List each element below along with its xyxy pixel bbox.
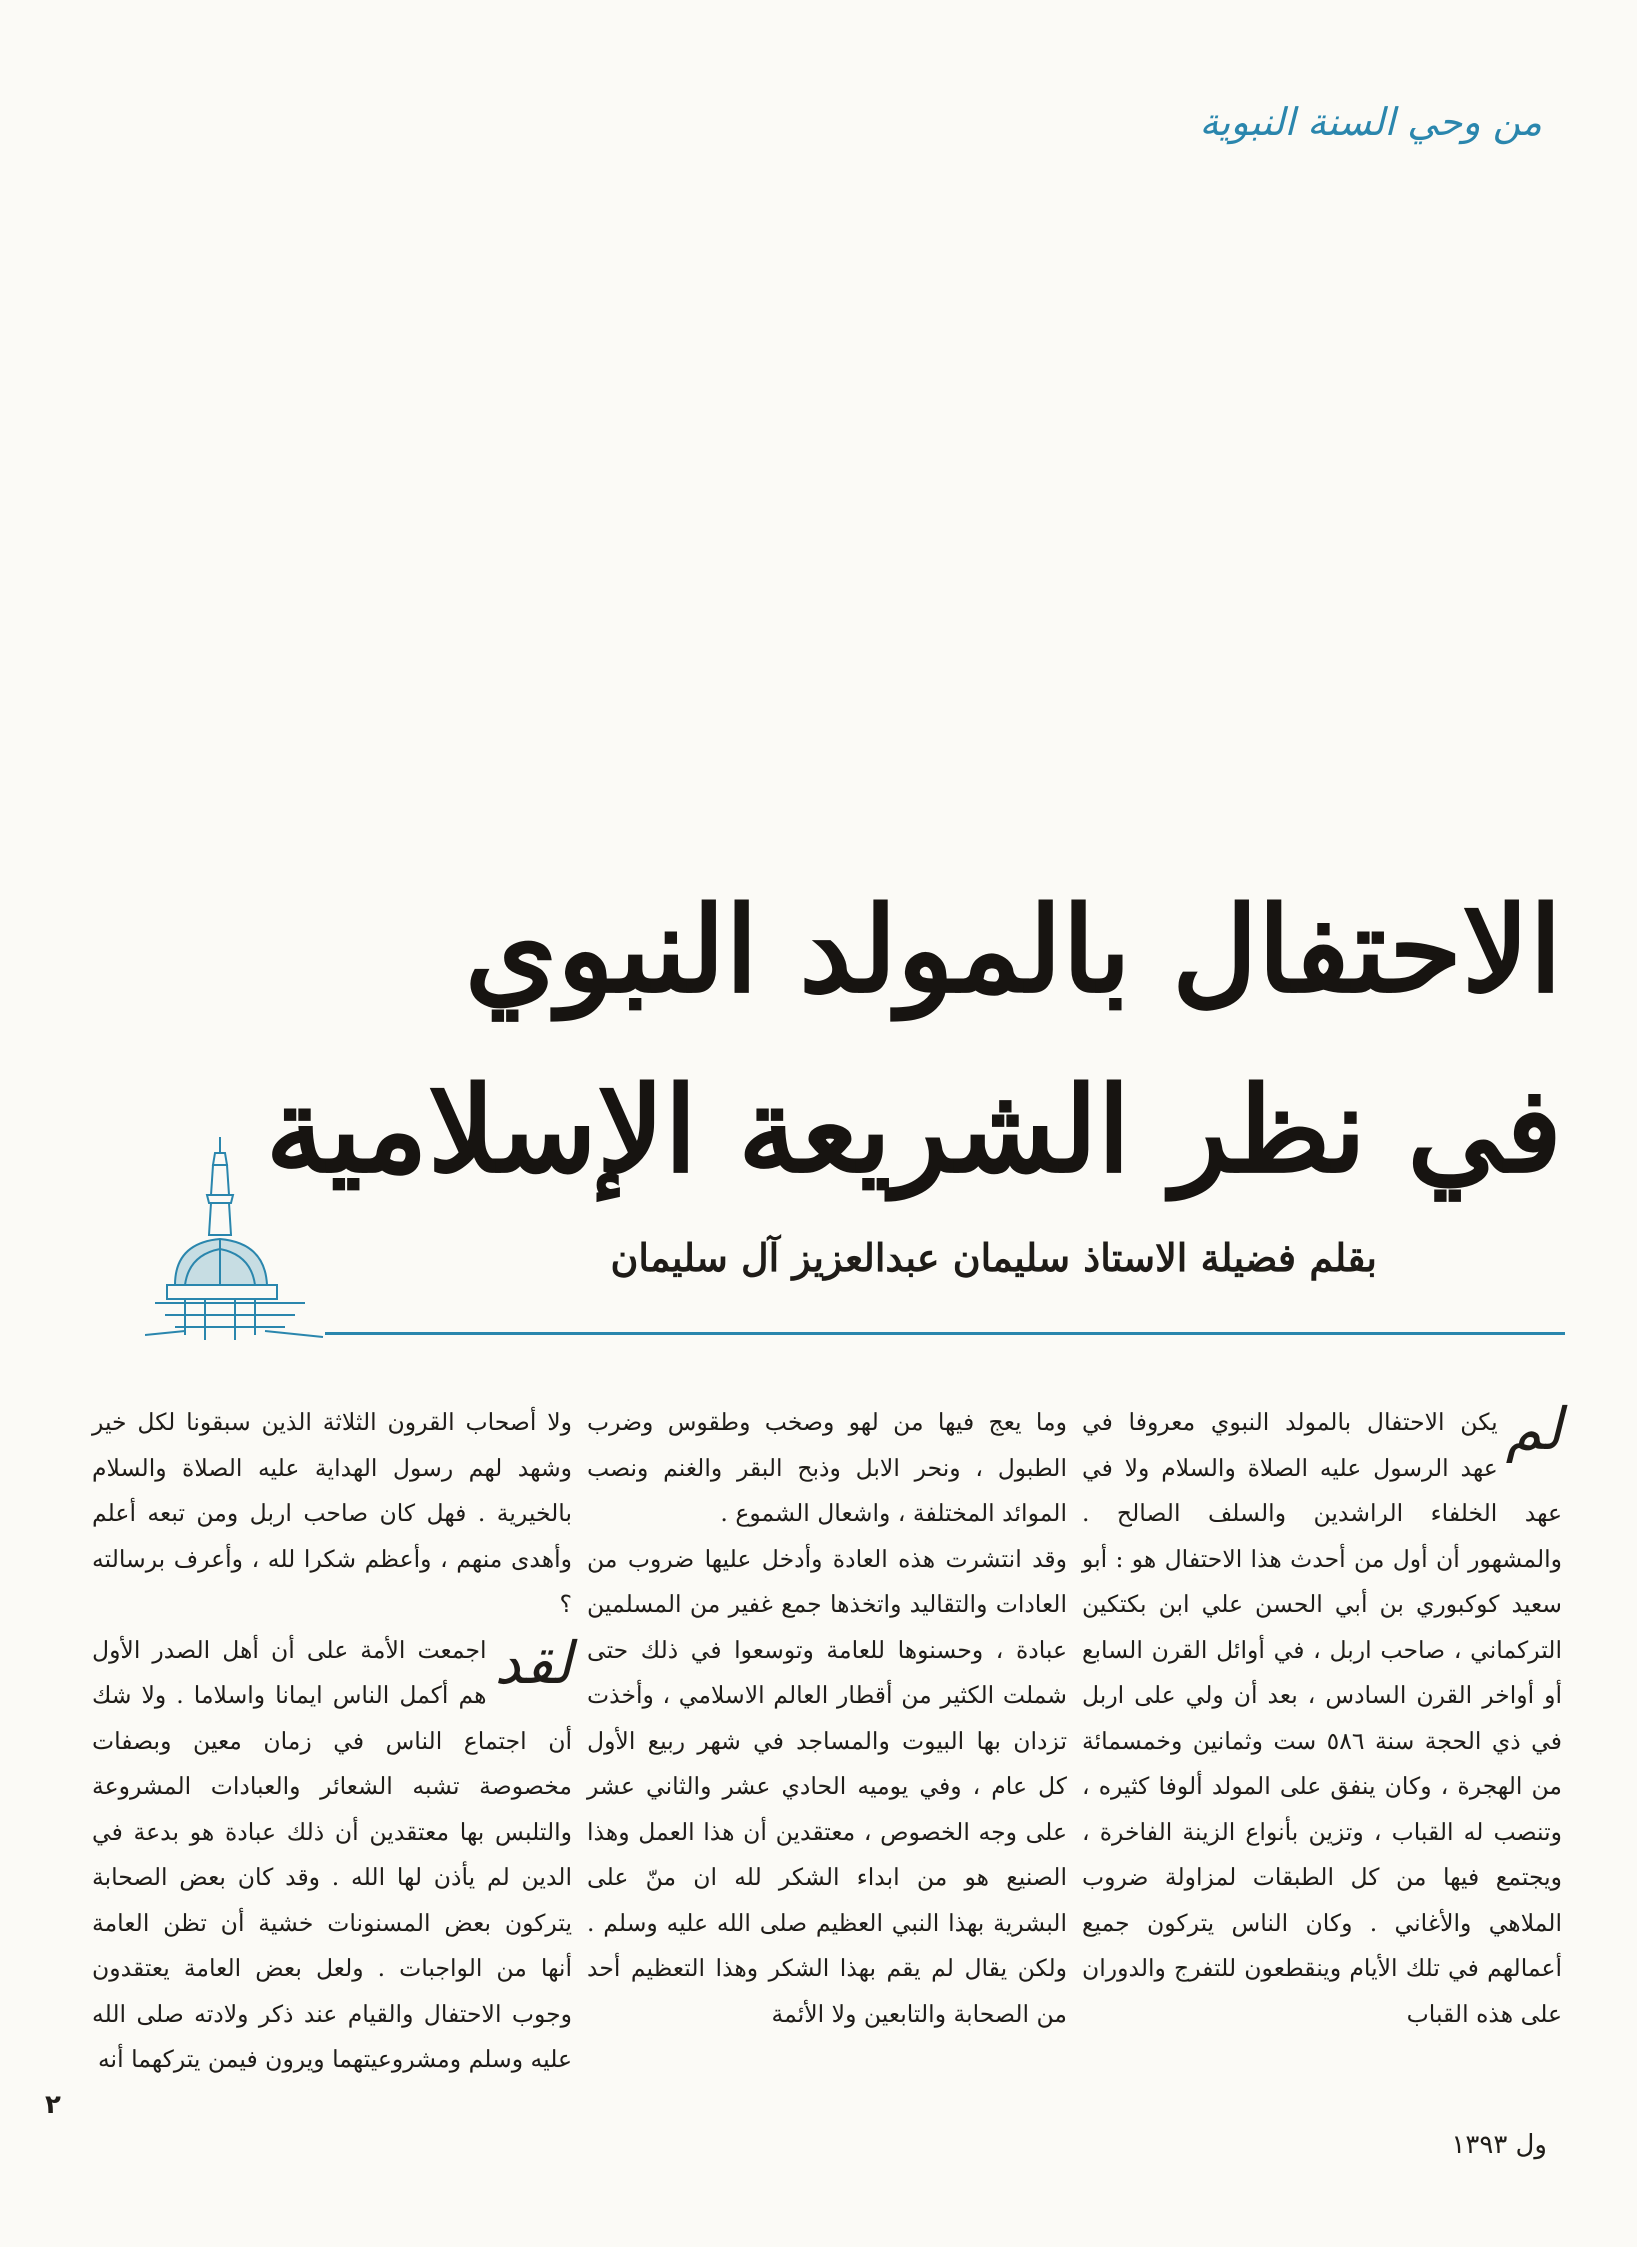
page-number: ٢ [45,2090,61,2120]
drop-cap: لقد [494,1628,572,1697]
column-2-paragraph-2: وقد انتشرت هذه العادة وأدخل عليها ضروب من العادات والتقاليد واتخذها جمع غفير من المسلمين عبادة ، وحسنوها للعامة وتوسعوا في ذلك حتى شملت الكثير من أقطار العالم الاسلامي ، وأخذت تزدان بها البيوت والمساجد في شهر ربيع الأول كل عام ، وفي يوميه الحادي عشر والثاني عشر على وجه الخصوص ، معتقدين أن هذا العمل وهذا الصنيع هو من ابداء الشكر لله ان منّ على البشرية بهذا النبي العظيم صلى الله عليه وسلم . ولكن يقال لم يقم بهذا الشكر وهذا التعظيم أحد من الصحابة والتابعين ولا الأئمة [587,1544,1067,2028]
article-title [265,860,1562,1220]
column-3-paragraph-2-text: اجمعت الأمة على أن أهل الصدر الأول هم أكمل الناس ايمانا واسلاما . ولا شك أن اجتماع الناس في زمان معين وبصفات مخصوصة تشبه الشعائر والعبادات المشروعة والتلبس بها معتقدين أن ذلك عبادة هو بدعة في الدين لم يأذن لها الله . وقد كان بعض الصحابة يتركون بعض المسنونات خشية أن تظن العامة أنها من الواجبات . ولعل بعض العامة يعتقدون وجوب الاحتفال والقيام عند ذكر ولادته صلى الله عليه وسلم ومشروعيتهما ويرون فيمن يتركهما أنه [92,1635,572,2073]
title-line-1: الاحتفال بالمولد النبوي [464,880,1562,1019]
drop-cap: لم [1505,1395,1562,1463]
title-divider [325,1332,1565,1335]
column-3 [92,1400,572,2083]
column-2 [587,1400,1067,2037]
title-line-2: في نظر الشريعة الإسلامية [265,1060,1562,1199]
byline: بقلم فضيلة الاستاذ سليمان عبدالعزيز آل سليمان [610,1235,1377,1280]
column-3-paragraph-1: ولا أصحاب القرون الثلاثة الذين سبقونا لكل خير وشهد لهم رسول الهداية عليه الصلاة والسلام بالخيرية . فهل كان صاحب اربل ومن تبعه أعلم وأهدى منهم ، وأعظم شكرا لله ، وأعرف برسالته ؟ [92,1408,572,1618]
issue-label: ول ١٣٩٣ [1451,2130,1547,2160]
column-1 [1082,1395,1562,2037]
column-2-paragraph-1: وما يعج فيها من لهو وصخب وطقوس وضرب الطبول ، ونحر الابل وذبح البقر والغنم ونصب الموائد المختلفة ، واشعال الشموع . [587,1408,1067,1527]
section-label: من وحي السنة النبوية [1199,100,1542,144]
mosque-icon [145,1135,325,1350]
column-1-text: يكن الاحتفال بالمولد النبوي معروفا في عهد الرسول عليه الصلاة والسلام ولا في عهد الخلفاء الراشدين والسلف الصالح . والمشهور أن أول من أحدث هذا الاحتفال هو : أبو سعيد كوكبوري بن أبي الحسن علي ابن بكتكين التركماني ، صاحب اربل ، في أوائل القرن السابع أو أواخر القرن السادس ، بعد أن ولي على اربل في ذي الحجة سنة ٥٨٦ ست وثمانين وخمسمائة من الهجرة ، وكان ينفق على المولد ألوفا كثيره ، وتنصب له القباب ، وتزين بأنواع الزينة الفاخرة ، ويجتمع فيها من كل الطبقات لمزاولة ضروب الملاهي والأغاني . وكان الناس يتركون جميع أعمالهم في تلك الأيام وينقطعون للتفرج والدوران على هذه القباب [1082,1408,1562,2028]
column-3-paragraph-2 [92,1628,572,2083]
